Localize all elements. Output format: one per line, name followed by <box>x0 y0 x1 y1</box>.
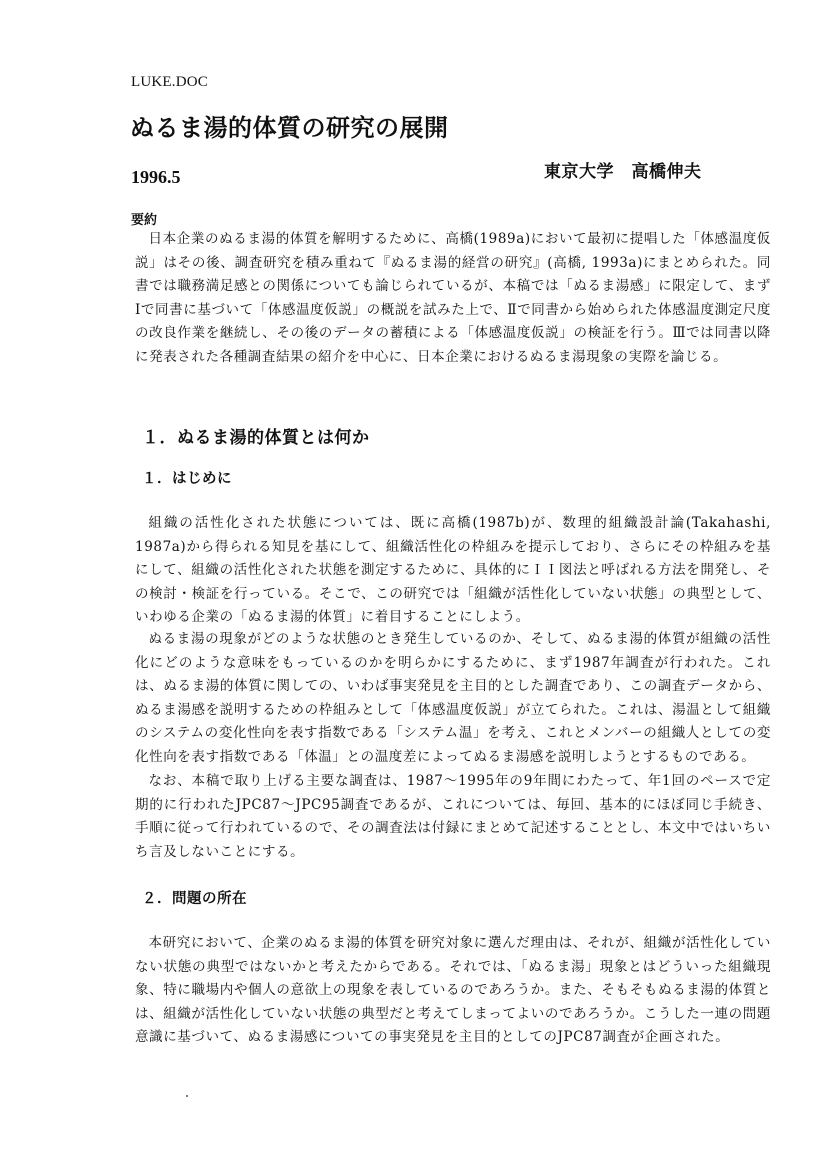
author-affiliation: 東京大学 高橋伸夫 <box>544 162 702 182</box>
body-paragraph: 組織の活性化された状態については、既に高橋(1987b)が、数理的組織設計論(Takahashi, 1987a)から得られる知見を基にして、組織活性化の枠組みを提示しており、さらにその枠組みを基にして、組織の活性化された状態を測定するために、具体的にＩＩ図法と呼ばれる方法を開発し、その検討・検証を行っている。そこで、この研究では「組織が活性化していない状態」の典型として、いわゆる企業の「ぬるま湯的体質」に着目することにしよう。 <box>135 515 771 625</box>
page-title: ぬるま湯的体質の研究の展開 <box>130 114 449 142</box>
body-paragraph: なお、本稿で取り上げる主要な調査は、1987〜1995年の9年間にわたって、年1回のペースで定期的に行われたJPC87〜JPC95調査であるが、これについては、毎回、基本的にほぼ同じ手続き、手順に従って行われているので、その調査法は付録にまとめて記述することとし、本文中ではいちいち言及しないことにする。 <box>135 773 771 860</box>
abstract-text: 日本企業のぬるま湯的体質を解明するために、高橋(1989a)において最初に提唱した「体感温度仮説」はその後、調査研究を積み重ねて『ぬるま湯的経営の研究』(高橋, 1993a)にまとめられた。同書では職務満足感との関係についても論じられているが、本稿では「ぬるま湯感」に限定して、まずⅠで同書に基づいて「体感温度仮説」の概説を試みた上で、Ⅱで同書から始められた体感温度測定尺度の改良作業を継続し、その後のデータの蓄積による「体感温度仮説」の検証を行う。Ⅲでは同書以降に発表された各種調査結果の紹介を中心に、日本企業におけるぬるま湯現象の実際を論じる。 <box>135 231 771 365</box>
subsection-heading-intro: １．はじめに <box>142 471 232 487</box>
subsection-heading-problem: ２．問題の所在 <box>142 891 247 907</box>
abstract-heading: 要約 <box>131 213 158 228</box>
publication-date: 1996.5 <box>131 167 181 187</box>
section-heading: １．ぬるま湯的体質とは何か <box>142 428 370 448</box>
body-paragraph: ぬるま湯の現象がどのような状態のとき発生しているのか、そして、ぬるま湯的体質が組織の活性化にどのような意味をもっているのかを明らかにするために、まず1987年調査が行われた。これは、ぬるま湯的体質に関しての、いわば事実発見を主目的とした調査であり、この調査データから、ぬるま湯感を説明するための枠組みとして「体感温度仮説」が立てられた。これは、湯温として組織のシステムの変化性向を表す指数である「システム温」を考え、これとメンバーの組織人としての変化性向を表す指数である「体温」との温度差によってぬるま湯感を説明しようとするものである。 <box>135 631 771 765</box>
scan-speck <box>186 1095 188 1097</box>
document-code: LUKE.DOC <box>131 74 209 90</box>
body-paragraph: 本研究において、企業のぬるま湯的体質を研究対象に選んだ理由は、それが、組織が活性化していない状態の典型ではないかと考えたからである。それでは、「ぬるま湯」現象とはどういった組織現象、特に職場内や個人の意欲上の現象を表しているのであろうか。また、そもそもぬるま湯的体質とは、組織が活性化していない状態の典型だと考えてしまってよいのであろうか。こうした一連の問題意識に基づいて、ぬるま湯感についての事実発見を主目的としてのJPC87調査が企画された。 <box>135 935 771 1045</box>
